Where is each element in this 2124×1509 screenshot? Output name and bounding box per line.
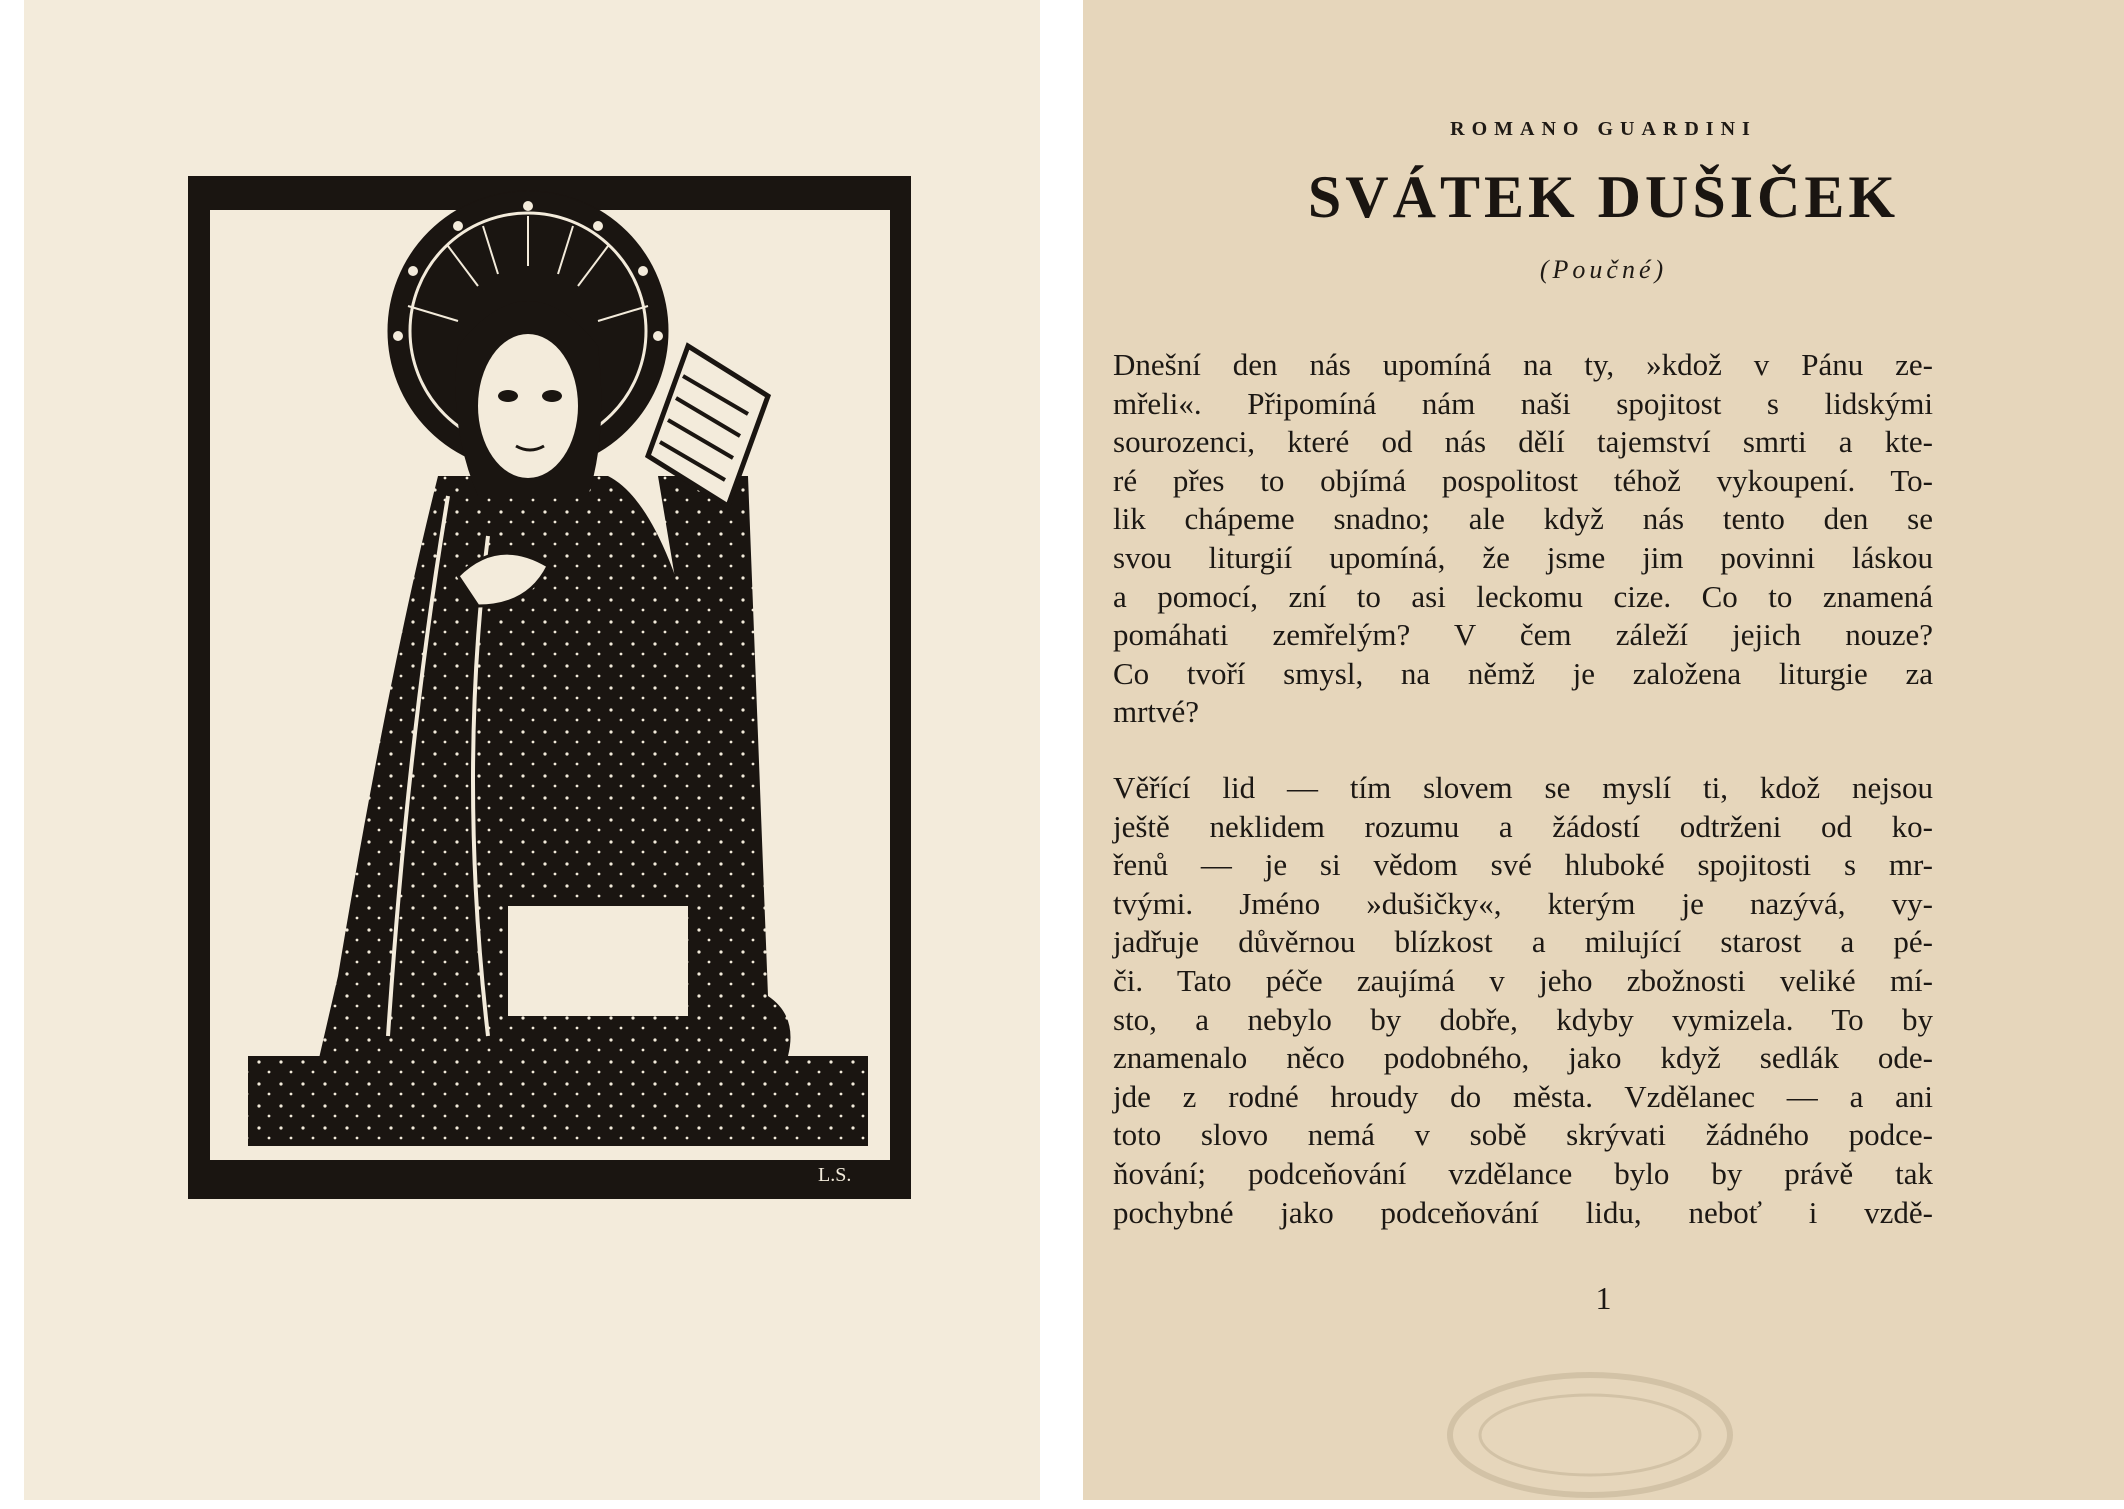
text-line: ňování; podceňování vzdělance bylo by právě tak: [1113, 1155, 1933, 1191]
text-line: svou liturgií upomíná, že jsme jim povinni láskou: [1113, 539, 1933, 575]
text-line: řenů — je si vědom své hluboké spojitosti s mr-: [1113, 847, 1933, 883]
library-stamp: [1440, 1365, 1740, 1505]
text-line: toto slovo nemá v sobě skrývati žádného podce-: [1113, 1117, 1933, 1153]
woodcut-svg: [188, 176, 911, 1199]
text-line: lik chápeme snadno; ale když nás tento den se: [1113, 501, 1933, 537]
page-title: SVÁTEK DUŠIČEK: [1307, 164, 1900, 230]
text-line: sto, a nebylo by dobře, kdyby vymizela. To by: [1113, 1001, 1933, 1037]
text-line: mřeli«. Připomíná nám naši spojitost s lidskými: [1113, 385, 1933, 421]
text-line: mrtvé?: [1113, 694, 1200, 730]
text-line: ještě neklidem rozumu a žádostí odtrženi od ko-: [1113, 808, 1933, 844]
subtitle: (Poučné): [1539, 255, 1668, 284]
text-line: pomáhati zemřelým? V čem záleží jejich nouze?: [1113, 617, 1933, 653]
face: [478, 334, 578, 478]
text-line: ré přes to objímá pospolitost téhož vykoupení. To-: [1113, 462, 1933, 498]
text-line: a pomocí, zní to asi leckomu cize. Co to znamená: [1113, 578, 1933, 614]
text-line: jde z rodné hroudy do města. Vzdělanec — a ani: [1113, 1078, 1933, 1114]
page-number: 1: [1595, 1280, 1612, 1316]
text-line: sourozenci, které od nás dělí tajemství smrti a kte-: [1113, 424, 1933, 460]
text-line: Co tvoří smysl, na němž je založena liturgie za: [1113, 655, 1933, 691]
text-line: Dnešní den nás upomíná na ty, »kdož v Pánu ze-: [1113, 347, 1933, 382]
text-line: znamenalo něco podobného, jako když sedlák ode-: [1113, 1040, 1933, 1076]
base: [248, 1056, 868, 1146]
text-line: Věřící lid — tím slovem se myslí ti, kdož nejsou: [1113, 770, 1933, 805]
artist-signature: L.S.: [818, 1164, 852, 1186]
paragraph-2: [1113, 769, 1933, 1232]
paragraph-1: [1113, 346, 1933, 732]
woodcut-illustration: [188, 176, 911, 1199]
text-line: tvými. Jméno »dušičky«, kterým je nazývá, vy-: [1113, 885, 1933, 921]
author-name: ROMANO GUARDINI: [1450, 118, 1757, 140]
text-line: pochybné jako podceňování lidu, neboť i vzdě-: [1113, 1194, 1933, 1230]
text-line: či. Tato péče zaujímá v jeho zbožnosti veliké mí-: [1113, 962, 1933, 998]
text-line: jadřuje důvěrnou blízkost a milující starost a pé-: [1113, 924, 1933, 960]
